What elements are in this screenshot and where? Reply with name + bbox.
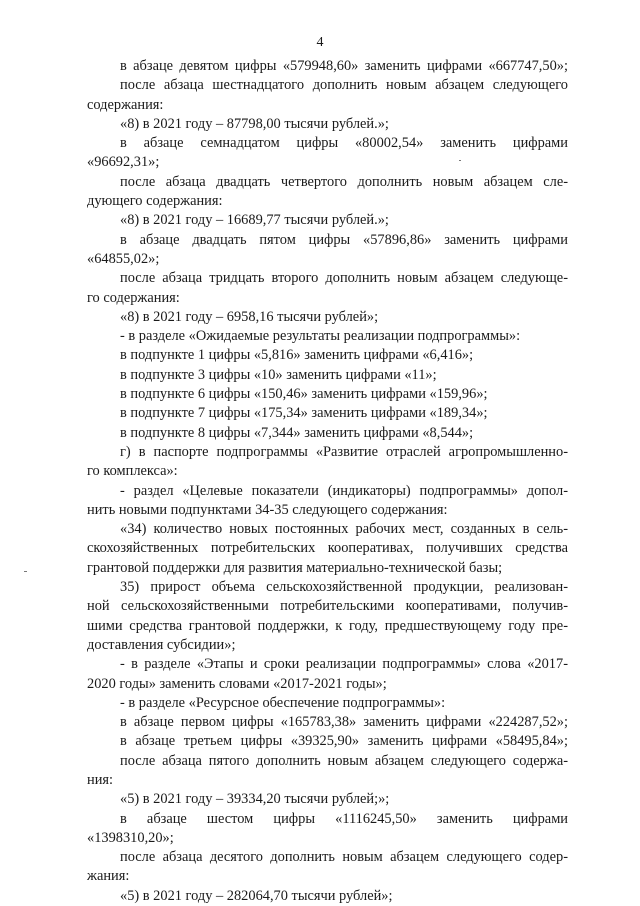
text-line: в подпункте 6 цифры «150,46» заменить цифрами «159,96»;	[120, 386, 488, 403]
text-line: в абзаце семнадцатом цифры «80002,54» заменить цифрами	[120, 135, 568, 152]
text-line: шими средства грантовой поддержки, к году, предшествующему году пре-	[87, 617, 568, 634]
text-line: «5) в 2021 году – 39334,20 тысячи рублей;»;	[120, 791, 390, 808]
text-line: «5) в 2021 году – 282064,70 тысячи рублей»;	[120, 887, 393, 904]
text-line: в подпункте 3 цифры «10» заменить цифрами «11»;	[120, 366, 437, 383]
text-line: ной сельскохозяйственными потребительскими кооперативами, получив-	[87, 598, 568, 615]
scan-speck	[24, 571, 27, 572]
text-line: в абзаце шестом цифры «1116245,50» заменить цифрами	[120, 810, 568, 827]
text-line: г) в паспорте подпрограммы «Развитие отраслей агропромышленно-	[120, 443, 568, 460]
document-body	[87, 57, 568, 906]
text-line: грантовой поддержки для развития материально-технической базы;	[87, 559, 503, 576]
text-line: - в разделе «Ожидаемые результаты реализации подпрограммы»:	[120, 328, 521, 345]
text-line: - в разделе «Этапы и сроки реализации подпрограммы» слова «2017-	[120, 656, 568, 673]
text-line: «34) количество новых постоянных рабочих мест, созданных в сель-	[120, 521, 568, 538]
text-line: в подпункте 8 цифры «7,344» заменить цифрами «8,544»;	[120, 424, 474, 441]
text-line: в абзаце третьем цифры «39325,90» заменить цифрами «58495,84»;	[120, 733, 568, 750]
text-line: содержания:	[87, 96, 164, 113]
text-line: 35) прирост объема сельскохозяйственной продукции, реализован-	[120, 579, 568, 596]
text-line: - раздел «Целевые показатели (индикаторы) подпрограммы» допол-	[120, 482, 568, 499]
text-line: «96692,31»;	[87, 154, 160, 171]
scan-speck	[459, 160, 461, 161]
text-line: «8) в 2021 году – 16689,77 тысячи рублей.»;	[120, 212, 389, 229]
text-line: после абзаца шестнадцатого дополнить новым абзацем следующего	[120, 77, 568, 94]
text-line: в подпункте 7 цифры «175,34» заменить цифрами «189,34»;	[120, 405, 488, 422]
text-line: дующего содержания:	[87, 193, 223, 210]
text-line: в абзаце первом цифры «165783,38» заменить цифрами «224287,52»;	[120, 714, 568, 731]
page-number: 4	[316, 35, 324, 50]
text-line: после абзаца двадцать четвертого дополнить новым абзацем сле-	[120, 173, 568, 190]
text-line: жания:	[87, 868, 130, 885]
text-line: 2020 годы» заменить словами «2017-2021 годы»;	[87, 675, 387, 692]
text-line: ния:	[87, 771, 114, 788]
text-line: го комплекса»:	[87, 463, 178, 480]
text-line: в абзаце двадцать пятом цифры «57896,86» заменить цифрами	[120, 231, 568, 248]
text-line: «1398310,20»;	[87, 829, 174, 846]
text-line: «8) в 2021 году – 6958,16 тысячи рублей»;	[120, 308, 379, 325]
text-line: скохозяйственных потребительских кооперативах, получивших средства	[87, 540, 568, 557]
text-line: «8) в 2021 году – 87798,00 тысячи рублей.»;	[120, 115, 389, 132]
text-line: после абзаца тридцать второго дополнить новым абзацем следующе-	[120, 270, 568, 287]
text-line: после абзаца десятого дополнить новым абзацем следующего содер-	[120, 849, 568, 866]
text-line: в абзаце девятом цифры «579948,60» заменить цифрами «667747,50»;	[120, 58, 568, 74]
text-line: в подпункте 1 цифры «5,816» заменить цифрами «6,416»;	[120, 347, 474, 364]
text-line: - в разделе «Ресурсное обеспечение подпрограммы»:	[120, 694, 446, 711]
text-line: после абзаца пятого дополнить новым абзацем следующего содержа-	[120, 752, 568, 769]
text-line: «64855,02»;	[87, 250, 160, 267]
text-line: доставления субсидии»;	[87, 636, 236, 653]
text-line: го содержания:	[87, 289, 180, 306]
text-line: нить новыми подпунктами 34-35 следующего содержания:	[87, 501, 448, 518]
